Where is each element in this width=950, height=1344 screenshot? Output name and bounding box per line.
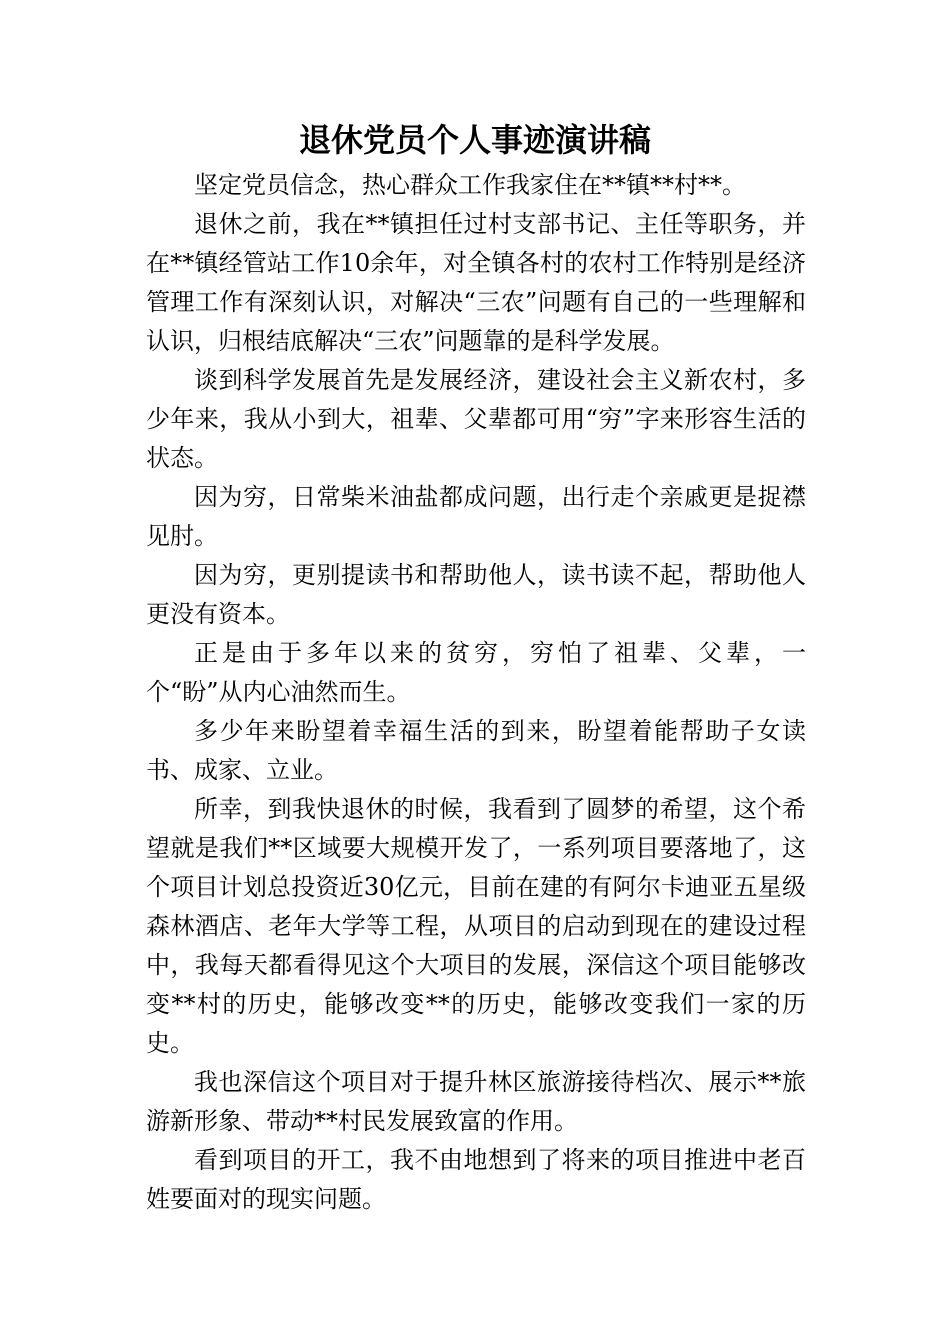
- document-title: 退休党员个人事迹演讲稿: [298, 121, 651, 159]
- paragraph: 所幸，到我快退休的时候，我看到了圆梦的希望，这个希望就是我们**区域要大规模开发了，一系列项目要落地了，这个项目计划总投资近30亿元，目前在建的有阿尔卡迪亚五星级森林酒店、老年大学等工程，从项目的启动到现在的建设过程中，我每天都看得见这个大项目的发展，深信这个项目能够改变**村的历史，能够改变**的历史，能够改变我们一家的历史。: [146, 795, 806, 1057]
- paragraph: 谈到科学发展首先是发展经济，建设社会主义新农村，多少年来，我从小到大，祖辈、父辈都可用“穷”字来形容生活的状态。: [146, 366, 806, 472]
- paragraph: 退休之前，我在**镇担任过村支部书记、主任等职务，并在**镇经管站工作10余年，对全镇各村的农村工作特别是经济管理工作有深刻认识，对解决“三农”问题有自己的一些理解和认识，归根结底解决“三农”问题靠的是科学发展。: [146, 210, 806, 355]
- paragraph: 因为穷，更别提读书和帮助他人，读书读不起，帮助他人更没有资本。: [146, 561, 806, 628]
- paragraph: 因为穷，日常柴米油盐都成问题，出行走个亲戚更是捉襟见肘。: [146, 483, 806, 550]
- paragraph: 多少年来盼望着幸福生活的到来，盼望着能帮助子女读书、成家、立业。: [146, 717, 806, 784]
- paragraph: 正是由于多年以来的贫穷，穷怕了祖辈、父辈，一个“盼”从内心油然而生。: [146, 639, 806, 706]
- paragraph: 看到项目的开工，我不由地想到了将来的项目推进中老百姓要面对的现实问题。: [146, 1146, 806, 1213]
- paragraph: 坚定党员信念，热心群众工作我家住在**镇**村**。: [194, 171, 746, 199]
- document-body: [146, 166, 806, 1219]
- paragraph: 我也深信这个项目对于提升林区旅游接待档次、展示**旅游新形象、带动**村民发展致富的作用。: [146, 1068, 806, 1135]
